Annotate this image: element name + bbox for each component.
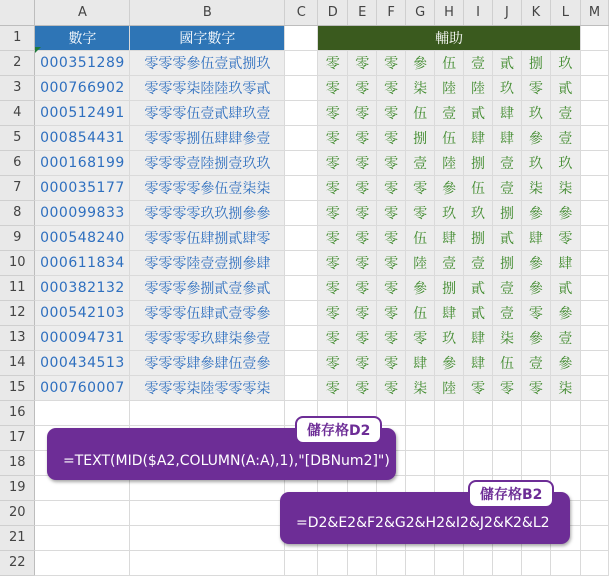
- row-header-17[interactable]: 17: [0, 425, 35, 450]
- cell-empty[interactable]: [493, 400, 522, 425]
- cell-helper-digit[interactable]: 捌: [464, 225, 493, 250]
- column-header-m[interactable]: M: [580, 0, 608, 25]
- cell-helper-digit[interactable]: 貳: [464, 300, 493, 325]
- cell-helper-digit[interactable]: 參: [550, 200, 580, 225]
- cell-helper-digit[interactable]: 參: [521, 200, 550, 225]
- cell-helper-digit[interactable]: 玖: [464, 200, 493, 225]
- cell-helper-digit[interactable]: 肆: [435, 300, 464, 325]
- cell-helper-digit[interactable]: 零: [521, 300, 550, 325]
- cell-empty[interactable]: [550, 450, 580, 475]
- grid-row-3: [0, 75, 609, 100]
- cell-helper-digit[interactable]: 柒: [550, 175, 580, 200]
- cell-empty[interactable]: [130, 500, 285, 525]
- cell-helper-digit[interactable]: 陸: [435, 75, 464, 100]
- cell-helper-digit[interactable]: 肆: [493, 100, 522, 125]
- grid-row-13: [0, 325, 609, 350]
- row-header-20[interactable]: 20: [0, 500, 35, 525]
- cell-number[interactable]: 000548240: [35, 225, 130, 250]
- cell-helper-digit[interactable]: 零: [377, 50, 406, 75]
- cell-helper-digit[interactable]: 零: [521, 375, 550, 400]
- column-header-h[interactable]: H: [435, 0, 464, 25]
- row-header-4[interactable]: 4: [0, 100, 35, 125]
- cell-helper-digit[interactable]: 零: [348, 200, 377, 225]
- row-header-12[interactable]: 12: [0, 300, 35, 325]
- cell-helper-digit[interactable]: 零: [318, 100, 348, 125]
- grid-row-8: [0, 200, 609, 225]
- cell-helper-digit[interactable]: 陸: [406, 250, 435, 275]
- cell-helper-digit[interactable]: 零: [377, 350, 406, 375]
- row-header-5[interactable]: 5: [0, 125, 35, 150]
- row-header-13[interactable]: 13: [0, 325, 35, 350]
- column-header-a[interactable]: A: [35, 0, 130, 25]
- cell-helper-digit[interactable]: 參: [521, 325, 550, 350]
- cell-empty[interactable]: [377, 550, 406, 575]
- cell-helper-digit[interactable]: 零: [377, 150, 406, 175]
- cell-empty[interactable]: [580, 375, 608, 400]
- row-header-3[interactable]: 3: [0, 75, 35, 100]
- cell-empty[interactable]: [406, 450, 435, 475]
- cell-chinese[interactable]: 零零零壹陸捌壹玖玖: [130, 150, 285, 175]
- cell-chinese[interactable]: 零零零伍壹貳肆玖壹: [130, 100, 285, 125]
- cell-helper-digit[interactable]: 柒: [521, 175, 550, 200]
- cell-helper-digit[interactable]: 零: [550, 225, 580, 250]
- cell-helper-digit[interactable]: 零: [348, 125, 377, 150]
- cell-empty[interactable]: [580, 275, 608, 300]
- cell-helper-digit[interactable]: 壹: [521, 350, 550, 375]
- cell-empty[interactable]: [550, 425, 580, 450]
- cell-empty[interactable]: [580, 250, 608, 275]
- row-header-21[interactable]: 21: [0, 525, 35, 550]
- cell-helper-digit[interactable]: 柒: [493, 325, 522, 350]
- grid-row-11: [0, 275, 609, 300]
- cell-number[interactable]: 000854431: [35, 125, 130, 150]
- cell-empty[interactable]: [521, 400, 550, 425]
- cell-empty[interactable]: [406, 550, 435, 575]
- cell-helper-digit[interactable]: 零: [318, 50, 348, 75]
- cell-empty[interactable]: [580, 75, 608, 100]
- cell-empty[interactable]: [580, 500, 608, 525]
- cell-helper-digit[interactable]: 壹: [464, 50, 493, 75]
- cell-helper-digit[interactable]: 貳: [464, 100, 493, 125]
- select-all-corner[interactable]: [0, 0, 35, 25]
- column-header-g[interactable]: G: [406, 0, 435, 25]
- column-header-k[interactable]: K: [521, 0, 550, 25]
- cell-helper-digit[interactable]: 捌: [464, 150, 493, 175]
- column-header-b[interactable]: B: [130, 0, 285, 25]
- grid-row-2: [0, 50, 609, 75]
- formula-b2: =D2&E2&F2&G2&H2&I2&J2&K2&L2: [296, 515, 550, 531]
- cell-empty[interactable]: [285, 175, 318, 200]
- cell-empty[interactable]: [285, 250, 318, 275]
- cell-empty[interactable]: [285, 275, 318, 300]
- cell-helper-digit[interactable]: 壹: [493, 175, 522, 200]
- cell-empty[interactable]: [435, 550, 464, 575]
- cell-helper-digit[interactable]: 零: [377, 75, 406, 100]
- cell-helper-digit[interactable]: 參: [521, 250, 550, 275]
- row-header-9[interactable]: 9: [0, 225, 35, 250]
- cell-helper-digit[interactable]: 零: [377, 100, 406, 125]
- cell-number[interactable]: 000434513: [35, 350, 130, 375]
- cell-chinese[interactable]: 零零零零玖肆柒參壹: [130, 325, 285, 350]
- cell-helper-digit[interactable]: 玖: [493, 75, 522, 100]
- cell-helper-digit[interactable]: 玖: [435, 325, 464, 350]
- cell-helper-digit[interactable]: 伍: [493, 350, 522, 375]
- cell-helper-digit[interactable]: 肆: [464, 125, 493, 150]
- cell-helper-digit[interactable]: 玖: [521, 100, 550, 125]
- cell-chinese[interactable]: 零零零參伍壹貳捌玖: [130, 50, 285, 75]
- cell-helper-digit[interactable]: 參: [550, 350, 580, 375]
- cell-helper-digit[interactable]: 零: [464, 375, 493, 400]
- column-header-l[interactable]: L: [550, 0, 580, 25]
- cell-empty[interactable]: [580, 350, 608, 375]
- cell-chinese[interactable]: 零零零零參伍壹柒柒: [130, 175, 285, 200]
- callout-tag-d2: 儲存格D2: [295, 416, 382, 444]
- cell-empty[interactable]: [580, 175, 608, 200]
- cell-empty[interactable]: [318, 550, 348, 575]
- cell-empty[interactable]: [285, 150, 318, 175]
- cell-helper-digit[interactable]: 壹: [435, 250, 464, 275]
- cell-empty[interactable]: [285, 550, 318, 575]
- cell-empty[interactable]: [580, 200, 608, 225]
- cell-empty[interactable]: [435, 450, 464, 475]
- cell-helper-digit[interactable]: 柒: [406, 375, 435, 400]
- cell-empty[interactable]: [464, 550, 493, 575]
- cell-empty[interactable]: [130, 400, 285, 425]
- cell-helper-digit[interactable]: 零: [493, 375, 522, 400]
- cell-empty[interactable]: [435, 400, 464, 425]
- cell-helper-digit[interactable]: 零: [377, 225, 406, 250]
- cell-helper-digit[interactable]: 玖: [435, 200, 464, 225]
- cell-helper-digit[interactable]: 肆: [493, 125, 522, 150]
- row-header-7[interactable]: 7: [0, 175, 35, 200]
- cell-helper-digit[interactable]: 零: [348, 250, 377, 275]
- cell-number[interactable]: 000099833: [35, 200, 130, 225]
- grid-row-22: [0, 550, 609, 575]
- callout-tag-b2: 儲存格B2: [468, 480, 554, 508]
- cell-helper-digit[interactable]: 壹: [493, 150, 522, 175]
- cell-helper-digit[interactable]: 零: [521, 75, 550, 100]
- grid-row-14: [0, 350, 609, 375]
- cell-empty[interactable]: [285, 200, 318, 225]
- cell-helper-digit[interactable]: 零: [348, 50, 377, 75]
- cell-empty[interactable]: [580, 325, 608, 350]
- cell-helper-digit[interactable]: 壹: [464, 250, 493, 275]
- cell-empty[interactable]: [580, 125, 608, 150]
- cell-empty[interactable]: [580, 300, 608, 325]
- cell-empty[interactable]: [285, 350, 318, 375]
- cell-helper-digit[interactable]: 零: [348, 100, 377, 125]
- cell-helper-digit[interactable]: 零: [348, 350, 377, 375]
- cell-chinese[interactable]: 零零零柒陸陸玖零貳: [130, 75, 285, 100]
- cell-helper-digit[interactable]: 陸: [435, 150, 464, 175]
- cell-helper-digit[interactable]: 壹: [493, 275, 522, 300]
- cell-helper-digit[interactable]: 壹: [550, 125, 580, 150]
- cell-empty[interactable]: [285, 100, 318, 125]
- cell-helper-digit[interactable]: 伍: [435, 125, 464, 150]
- cell-empty[interactable]: [521, 425, 550, 450]
- cell-helper-digit[interactable]: 伍: [406, 300, 435, 325]
- cell-helper-digit[interactable]: 參: [406, 50, 435, 75]
- cell-empty[interactable]: [493, 425, 522, 450]
- cell-helper-digit[interactable]: 零: [318, 325, 348, 350]
- column-header-i[interactable]: I: [464, 0, 493, 25]
- cell-helper-digit[interactable]: 參: [521, 275, 550, 300]
- cell-helper-digit[interactable]: 零: [406, 200, 435, 225]
- column-header-e[interactable]: E: [348, 0, 377, 25]
- cell-empty[interactable]: [580, 225, 608, 250]
- cell-empty[interactable]: [580, 475, 608, 500]
- cell-helper-digit[interactable]: 參: [406, 275, 435, 300]
- cell-number[interactable]: 000035177: [35, 175, 130, 200]
- cell-helper-digit[interactable]: 零: [318, 350, 348, 375]
- cell-helper-digit[interactable]: 零: [348, 175, 377, 200]
- cell-empty[interactable]: [35, 500, 130, 525]
- cell-empty[interactable]: [464, 400, 493, 425]
- formula-d2: =TEXT(MID($A2,COLUMN(A:A),1),"[DBNum2]"): [63, 453, 390, 469]
- cell-empty[interactable]: [550, 550, 580, 575]
- grid-row-12: [0, 300, 609, 325]
- cell-helper-digit[interactable]: 零: [318, 200, 348, 225]
- grid-row-4: [0, 100, 609, 125]
- cell-empty[interactable]: [464, 425, 493, 450]
- cell-empty[interactable]: [406, 400, 435, 425]
- cell-empty[interactable]: [285, 325, 318, 350]
- cell-helper-digit[interactable]: 零: [348, 150, 377, 175]
- cell-empty[interactable]: [285, 300, 318, 325]
- row-header-22[interactable]: 22: [0, 550, 35, 575]
- cell-helper-digit[interactable]: 零: [348, 300, 377, 325]
- cell-helper-digit[interactable]: 肆: [464, 325, 493, 350]
- row-header-2[interactable]: 2: [0, 50, 35, 75]
- row-header-1[interactable]: 1: [0, 25, 35, 50]
- row-header-16[interactable]: 16: [0, 400, 35, 425]
- cell-helper-digit[interactable]: 肆: [521, 225, 550, 250]
- cell-empty[interactable]: [285, 375, 318, 400]
- cell-empty[interactable]: [285, 225, 318, 250]
- cell-helper-digit[interactable]: 伍: [435, 50, 464, 75]
- callout-d2: [47, 423, 396, 480]
- cell-helper-digit[interactable]: 壹: [493, 300, 522, 325]
- cell-helper-digit[interactable]: 零: [348, 275, 377, 300]
- cell-empty[interactable]: [493, 550, 522, 575]
- cell-helper-digit[interactable]: 壹: [406, 150, 435, 175]
- cell-helper-digit[interactable]: 參: [435, 175, 464, 200]
- cell-empty[interactable]: [493, 450, 522, 475]
- cell-chinese[interactable]: 零零零參捌貳壹參貳: [130, 275, 285, 300]
- cell-chinese[interactable]: 零零零零玖玖捌參參: [130, 200, 285, 225]
- cell-helper-digit[interactable]: 零: [318, 75, 348, 100]
- cell-empty[interactable]: [35, 550, 130, 575]
- cell-helper-digit[interactable]: 零: [318, 225, 348, 250]
- cell-helper-digit[interactable]: 玖: [550, 50, 580, 75]
- cell-empty[interactable]: [521, 550, 550, 575]
- row-header-15[interactable]: 15: [0, 375, 35, 400]
- cell-helper-digit[interactable]: 零: [318, 375, 348, 400]
- cell-empty[interactable]: [406, 425, 435, 450]
- cell-number[interactable]: 000382132: [35, 275, 130, 300]
- grid-row-1: [0, 25, 609, 50]
- header-cell-number[interactable]: 數字: [35, 25, 130, 50]
- cell-helper-digit[interactable]: 貳: [550, 275, 580, 300]
- cell-empty[interactable]: [580, 525, 608, 550]
- header-cell-chinese[interactable]: 國字數字: [130, 25, 285, 50]
- cell-empty[interactable]: [285, 75, 318, 100]
- cell-helper-digit[interactable]: 肆: [464, 350, 493, 375]
- cell-empty[interactable]: [580, 450, 608, 475]
- cell-empty[interactable]: [130, 550, 285, 575]
- cell-helper-digit[interactable]: 壹: [550, 100, 580, 125]
- cell-empty[interactable]: [550, 400, 580, 425]
- cell-empty[interactable]: [580, 150, 608, 175]
- grid-row-10: [0, 250, 609, 275]
- cell-helper-digit[interactable]: 零: [377, 275, 406, 300]
- cell-helper-digit[interactable]: 貳: [550, 75, 580, 100]
- cell-helper-digit[interactable]: 零: [377, 200, 406, 225]
- cell-empty[interactable]: [435, 425, 464, 450]
- column-header-j[interactable]: J: [493, 0, 522, 25]
- cell-helper-digit[interactable]: 零: [348, 375, 377, 400]
- grid-row-9: [0, 225, 609, 250]
- cell-helper-digit[interactable]: 貳: [493, 50, 522, 75]
- cell-empty[interactable]: [521, 450, 550, 475]
- cell-helper-digit[interactable]: 柒: [406, 75, 435, 100]
- cell-empty[interactable]: [580, 50, 608, 75]
- grid-row-6: [0, 150, 609, 175]
- cell-number[interactable]: 000542103: [35, 300, 130, 325]
- grid-row-15: [0, 375, 609, 400]
- cell-number[interactable]: 000094731: [35, 325, 130, 350]
- cell-helper-digit[interactable]: 零: [377, 250, 406, 275]
- cell-helper-digit[interactable]: 參: [521, 125, 550, 150]
- cell-helper-digit[interactable]: 零: [348, 325, 377, 350]
- cell-empty[interactable]: [464, 450, 493, 475]
- cell-helper-digit[interactable]: 壹: [435, 100, 464, 125]
- cell-empty[interactable]: [580, 400, 608, 425]
- cell-helper-digit[interactable]: 捌: [521, 50, 550, 75]
- cell-empty[interactable]: [285, 50, 318, 75]
- cell-indicator-triangle: [35, 47, 41, 53]
- cell-helper-digit[interactable]: 壹: [550, 325, 580, 350]
- cell-helper-digit[interactable]: 零: [377, 300, 406, 325]
- cell-helper-digit[interactable]: 參: [550, 300, 580, 325]
- cell-helper-digit[interactable]: 捌: [406, 125, 435, 150]
- callout-b2: [280, 487, 570, 544]
- cell-helper-digit[interactable]: 零: [377, 325, 406, 350]
- cell-helper-digit[interactable]: 零: [318, 125, 348, 150]
- cell-number[interactable]: 000766902: [35, 75, 130, 100]
- cell-helper-digit[interactable]: 零: [318, 250, 348, 275]
- cell-helper-digit[interactable]: 零: [318, 300, 348, 325]
- cell-empty[interactable]: [285, 125, 318, 150]
- cell-helper-digit[interactable]: 陸: [435, 375, 464, 400]
- cell-helper-digit[interactable]: 零: [318, 150, 348, 175]
- cell-chinese[interactable]: 零零零伍肆捌貳肆零: [130, 225, 285, 250]
- row-header-10[interactable]: 10: [0, 250, 35, 275]
- cell-helper-digit[interactable]: 零: [318, 175, 348, 200]
- grid-row-5: [0, 125, 609, 150]
- column-header-c[interactable]: C: [285, 0, 318, 25]
- row-header-8[interactable]: 8: [0, 200, 35, 225]
- cell-helper-digit[interactable]: 伍: [464, 175, 493, 200]
- row-header-6[interactable]: 6: [0, 150, 35, 175]
- cell-helper-digit[interactable]: 陸: [464, 75, 493, 100]
- cell-helper-digit[interactable]: 肆: [550, 250, 580, 275]
- cell-number[interactable]: 000760007: [35, 375, 130, 400]
- cell-helper-digit[interactable]: 零: [318, 275, 348, 300]
- cell-helper-digit[interactable]: 零: [377, 375, 406, 400]
- cell-number[interactable]: 000168199: [35, 150, 130, 175]
- cell-chinese[interactable]: 零零零柒陸零零零柒: [130, 375, 285, 400]
- cell-m1[interactable]: [580, 25, 608, 50]
- cell-helper-digit[interactable]: 伍: [406, 225, 435, 250]
- cell-helper-digit[interactable]: 零: [348, 75, 377, 100]
- cell-helper-digit[interactable]: 肆: [435, 225, 464, 250]
- cell-helper-digit[interactable]: 零: [406, 325, 435, 350]
- cell-helper-digit[interactable]: 玖: [550, 150, 580, 175]
- cell-empty[interactable]: [580, 100, 608, 125]
- cell-number[interactable]: 000351289: [35, 50, 130, 75]
- cell-number[interactable]: 000611834: [35, 250, 130, 275]
- cell-empty[interactable]: [35, 525, 130, 550]
- cell-empty[interactable]: [580, 425, 608, 450]
- row-header-14[interactable]: 14: [0, 350, 35, 375]
- column-header-f[interactable]: F: [377, 0, 406, 25]
- cell-helper-digit[interactable]: 零: [377, 175, 406, 200]
- cell-helper-digit[interactable]: 捌: [493, 200, 522, 225]
- cell-empty[interactable]: [35, 400, 130, 425]
- header-cell-helper[interactable]: 輔助: [318, 25, 581, 50]
- cell-helper-digit[interactable]: 貳: [493, 225, 522, 250]
- cell-number[interactable]: 000512491: [35, 100, 130, 125]
- cell-helper-digit[interactable]: 伍: [406, 100, 435, 125]
- row-header-18[interactable]: 18: [0, 450, 35, 475]
- row-header-11[interactable]: 11: [0, 275, 35, 300]
- cell-helper-digit[interactable]: 參: [435, 350, 464, 375]
- cell-helper-digit[interactable]: 捌: [493, 250, 522, 275]
- cell-helper-digit[interactable]: 柒: [550, 375, 580, 400]
- cell-empty[interactable]: [130, 525, 285, 550]
- cell-helper-digit[interactable]: 零: [348, 225, 377, 250]
- cell-helper-digit[interactable]: 零: [406, 175, 435, 200]
- cell-helper-digit[interactable]: 肆: [406, 350, 435, 375]
- cell-helper-digit[interactable]: 捌: [435, 275, 464, 300]
- cell-empty[interactable]: [348, 550, 377, 575]
- row-header-19[interactable]: 19: [0, 475, 35, 500]
- cell-c1[interactable]: [285, 25, 318, 50]
- cell-helper-digit[interactable]: 零: [377, 125, 406, 150]
- cell-empty[interactable]: [580, 550, 608, 575]
- cell-helper-digit[interactable]: 玖: [521, 150, 550, 175]
- cell-chinese[interactable]: 零零零陸壹壹捌參肆: [130, 250, 285, 275]
- cell-chinese[interactable]: 零零零肆參肆伍壹參: [130, 350, 285, 375]
- column-header-d[interactable]: D: [318, 0, 348, 25]
- cell-chinese[interactable]: 零零零伍肆貳壹零參: [130, 300, 285, 325]
- cell-chinese[interactable]: 零零零捌伍肆肆參壹: [130, 125, 285, 150]
- cell-helper-digit[interactable]: 貳: [464, 275, 493, 300]
- grid-row-7: [0, 175, 609, 200]
